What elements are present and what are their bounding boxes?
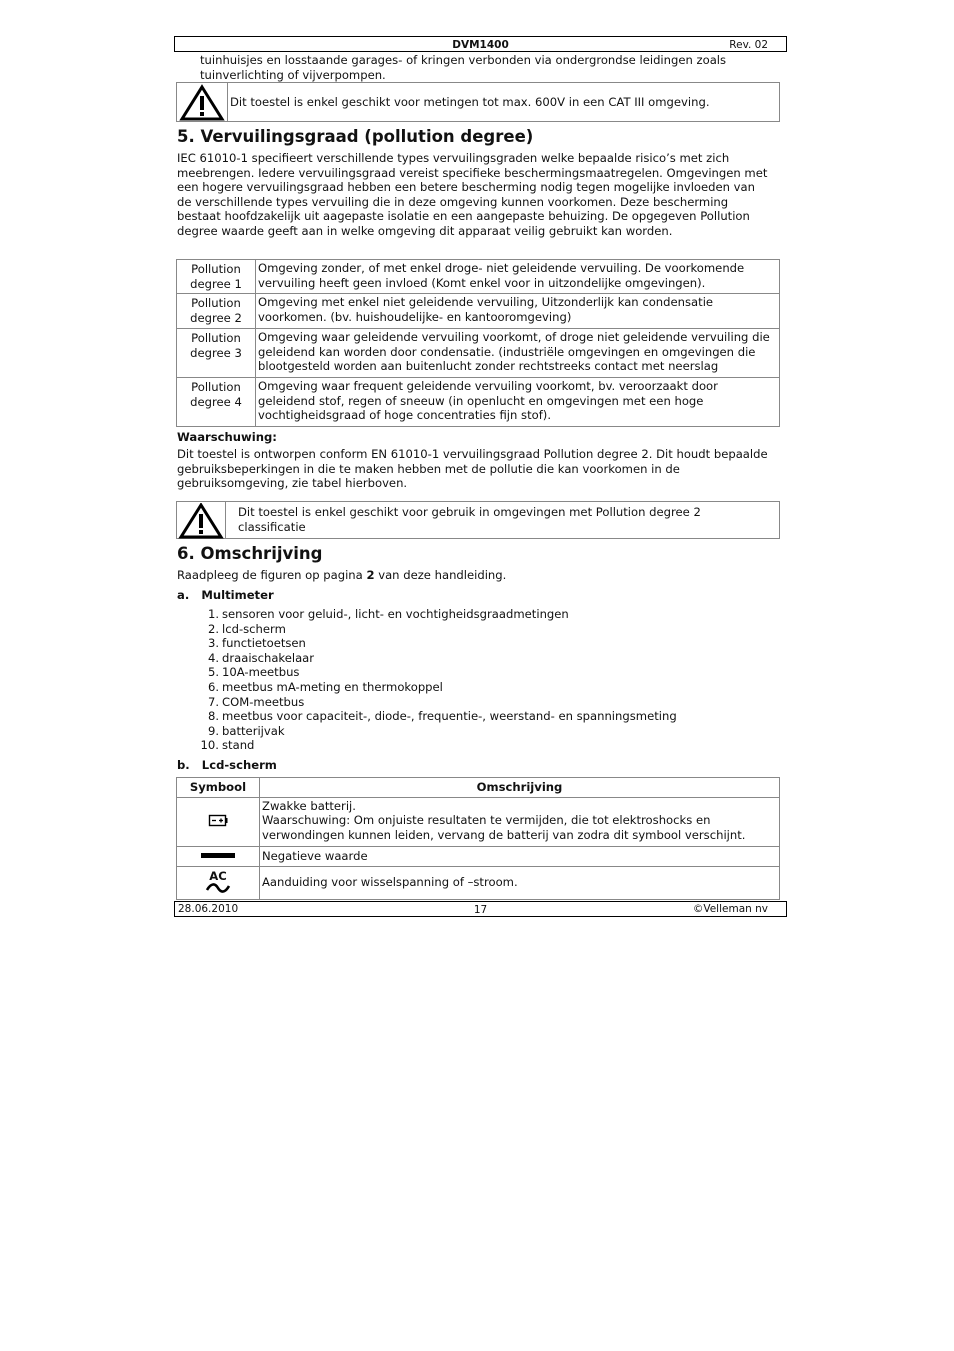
table-row: Pollution degree 1 Omgeving zonder, of met enkel droge- niet geleidende vervuiling. De voorkomende vervuiling heeft geen invloed (Komt enkel voor in uitzondelijke omgevingen).: [177, 260, 780, 294]
subheading-multimeter: a. Multimeter: [177, 588, 274, 602]
warning-heading: Waarschuwing:: [177, 430, 277, 444]
multimeter-parts-list: [199, 607, 677, 753]
table-row: Pollution degree 2 Omgeving met enkel niet geleidende vervuiling, Uitzonderlijk kan condensatie voorkomen. (bv. huishoudelijke- en kantooromgeving): [177, 294, 780, 329]
warning-triangle-icon: [179, 84, 225, 122]
page-header: [174, 36, 787, 52]
list-item: 1. sensoren voor geluid-, licht- en vochtigheidsgraadmetingen: [207, 607, 569, 621]
doc-id: DVM1400: [452, 39, 509, 51]
warning-text: Dit toestel is enkel geschikt voor gebruik in omgevingen met Pollution degree 2 classificatie: [238, 505, 701, 534]
section-6-intro: Raadpleeg de figuren op pagina 2 van deze handleiding.: [177, 568, 507, 582]
section-5-title: 5. Vervuilingsgraad (pollution degree): [177, 127, 534, 146]
col-symbol: Symbool: [177, 778, 260, 798]
table-row: Pollution degree 3 Omgeving waar geleidende vervuiling voorkomt, of droge niet geleidende vervuiling die geleidend kan worden door condensatie. (industriële omgevingen en omgevingen die blootgesteld worden aan buitenlucht zonder rechtstreeks contact met neerslag: [177, 329, 780, 378]
pollution-degree-table: [176, 259, 780, 427]
list-item: 4. draaischakelaar: [207, 650, 315, 665]
subheading-lcd: b. Lcd-scherm: [177, 758, 277, 772]
continuation-text: tuinhuisjes en losstaande garages- of kringen verbonden via ondergrondse leidingen zoals tuinverlichting of vijverpompen.: [200, 53, 727, 82]
revision: Rev. 02: [729, 39, 768, 51]
list-item: 6. meetbus mA-meting en thermokoppel: [207, 679, 443, 694]
table-row: Negatieve waarde: [177, 846, 780, 866]
warning-text: Dit toestel is enkel geschikt voor metingen tot max. 600V in een CAT III omgeving.: [230, 95, 710, 109]
warning-paragraph: Dit toestel is ontworpen conform EN 61010-1 vervuilingsgraad Pollution degree 2. Dit houdt bepaalde gebruiksbeperkingen in die te maken hebben met de pollutie die kan voorkomen in de gebruiksomgeving, zie tabel hierboven.: [177, 447, 768, 491]
list-item: 9. batterijvak: [207, 723, 285, 738]
ac-label: AC: [209, 868, 227, 883]
list-item: 8. meetbus voor capaciteit-, diode-, frequentie-, weerstand- en spanningsmeting: [207, 709, 677, 724]
list-item: 10. stand: [200, 738, 255, 753]
tilde-icon: [205, 882, 231, 894]
warning-triangle-icon: [178, 503, 224, 539]
page-footer: [174, 901, 787, 917]
list-item: 5. 10A-meetbus: [207, 665, 300, 680]
list-item: 7. COM-meetbus: [207, 694, 305, 709]
minus-bar-icon: [201, 852, 235, 860]
row-desc: Omgeving zonder, of met enkel droge- niet geleidende vervuiling. De voorkomende vervuiling heeft geen invloed (Komt enkel voor in uitzondelijke omgevingen).: [256, 260, 780, 294]
warning-box-pollution: [176, 501, 780, 539]
row-desc: Omgeving waar frequent geleidende vervuiling voorkomt, bv. veroorzaakt door geleidend stof, regen of sneeuw (in openlucht en omgevingen met een hoge vochtigheidsgraad of hoge concentraties fijn stof).: [256, 378, 780, 427]
table-row: Zwakke batterij. Waarschuwing: Om onjuiste resultaten te vermijden, die tot elektroshocks en verwondingen kunnen leiden, vervang de batterij van zodra dit symbool verschijnt.: [177, 797, 780, 846]
section-5-intro: IEC 61010-1 specifieert verschillende types vervuilingsgraden welke bepaalde risico’s met zich meebrengen. Iedere vervuilingsgraad vereist specifieke beschermingsmaatregelen. Omgevingen met een hogere vervuilingsgraad hebben een betere bescherming nodig tegen mogelijke invloeden van de verschillende types vervuiling die in deze omgeving kunnen voorkomen. Deze bescherming bestaat hoofdzakelijk uit aagepaste isolatie en een aangepaste behuizing. De opgegeven Pollution degree waarde geeft aan in welke omgeving dit apparaat veilig gebruikt kan worden.: [177, 151, 768, 238]
list-item: 3. functietoetsen: [207, 636, 306, 651]
list-item: 2. lcd-scherm: [207, 621, 286, 636]
footer-date: 28.06.2010: [178, 903, 239, 915]
table-header-row: [177, 778, 780, 798]
table-row: Pollution degree 4 Omgeving waar frequent geleidende vervuiling voorkomt, bv. veroorzaakt door geleidend stof, regen of sneeuw (in openlucht en omgevingen met een hoge vochtigheidsgraad of hoge concentraties fijn stof).: [177, 378, 780, 427]
row-desc: Omgeving waar geleidende vervuiling voorkomt, of droge niet geleidende vervuiling die geleidend kan worden door condensatie. (industriële omgevingen en omgevingen die blootgesteld worden aan buitenlucht zonder rechtstreeks contact met neerslag: [256, 329, 780, 378]
page-number: 17: [473, 904, 488, 916]
table-row: AC Aanduiding voor wisselspanning of –stroom.: [177, 866, 780, 899]
warning-box-voltage: [176, 82, 780, 122]
battery-icon: [208, 813, 228, 827]
section-6-title: 6. Omschrijving: [177, 544, 323, 563]
col-description: Omschrijving: [260, 778, 780, 798]
copyright: ©Velleman nv: [692, 903, 768, 915]
row-desc: Omgeving met enkel niet geleidende vervuiling, Uitzonderlijk kan condensatie voorkomen. (bv. huishoudelijke- en kantooromgeving): [256, 294, 780, 329]
lcd-symbol-table: [176, 777, 780, 900]
